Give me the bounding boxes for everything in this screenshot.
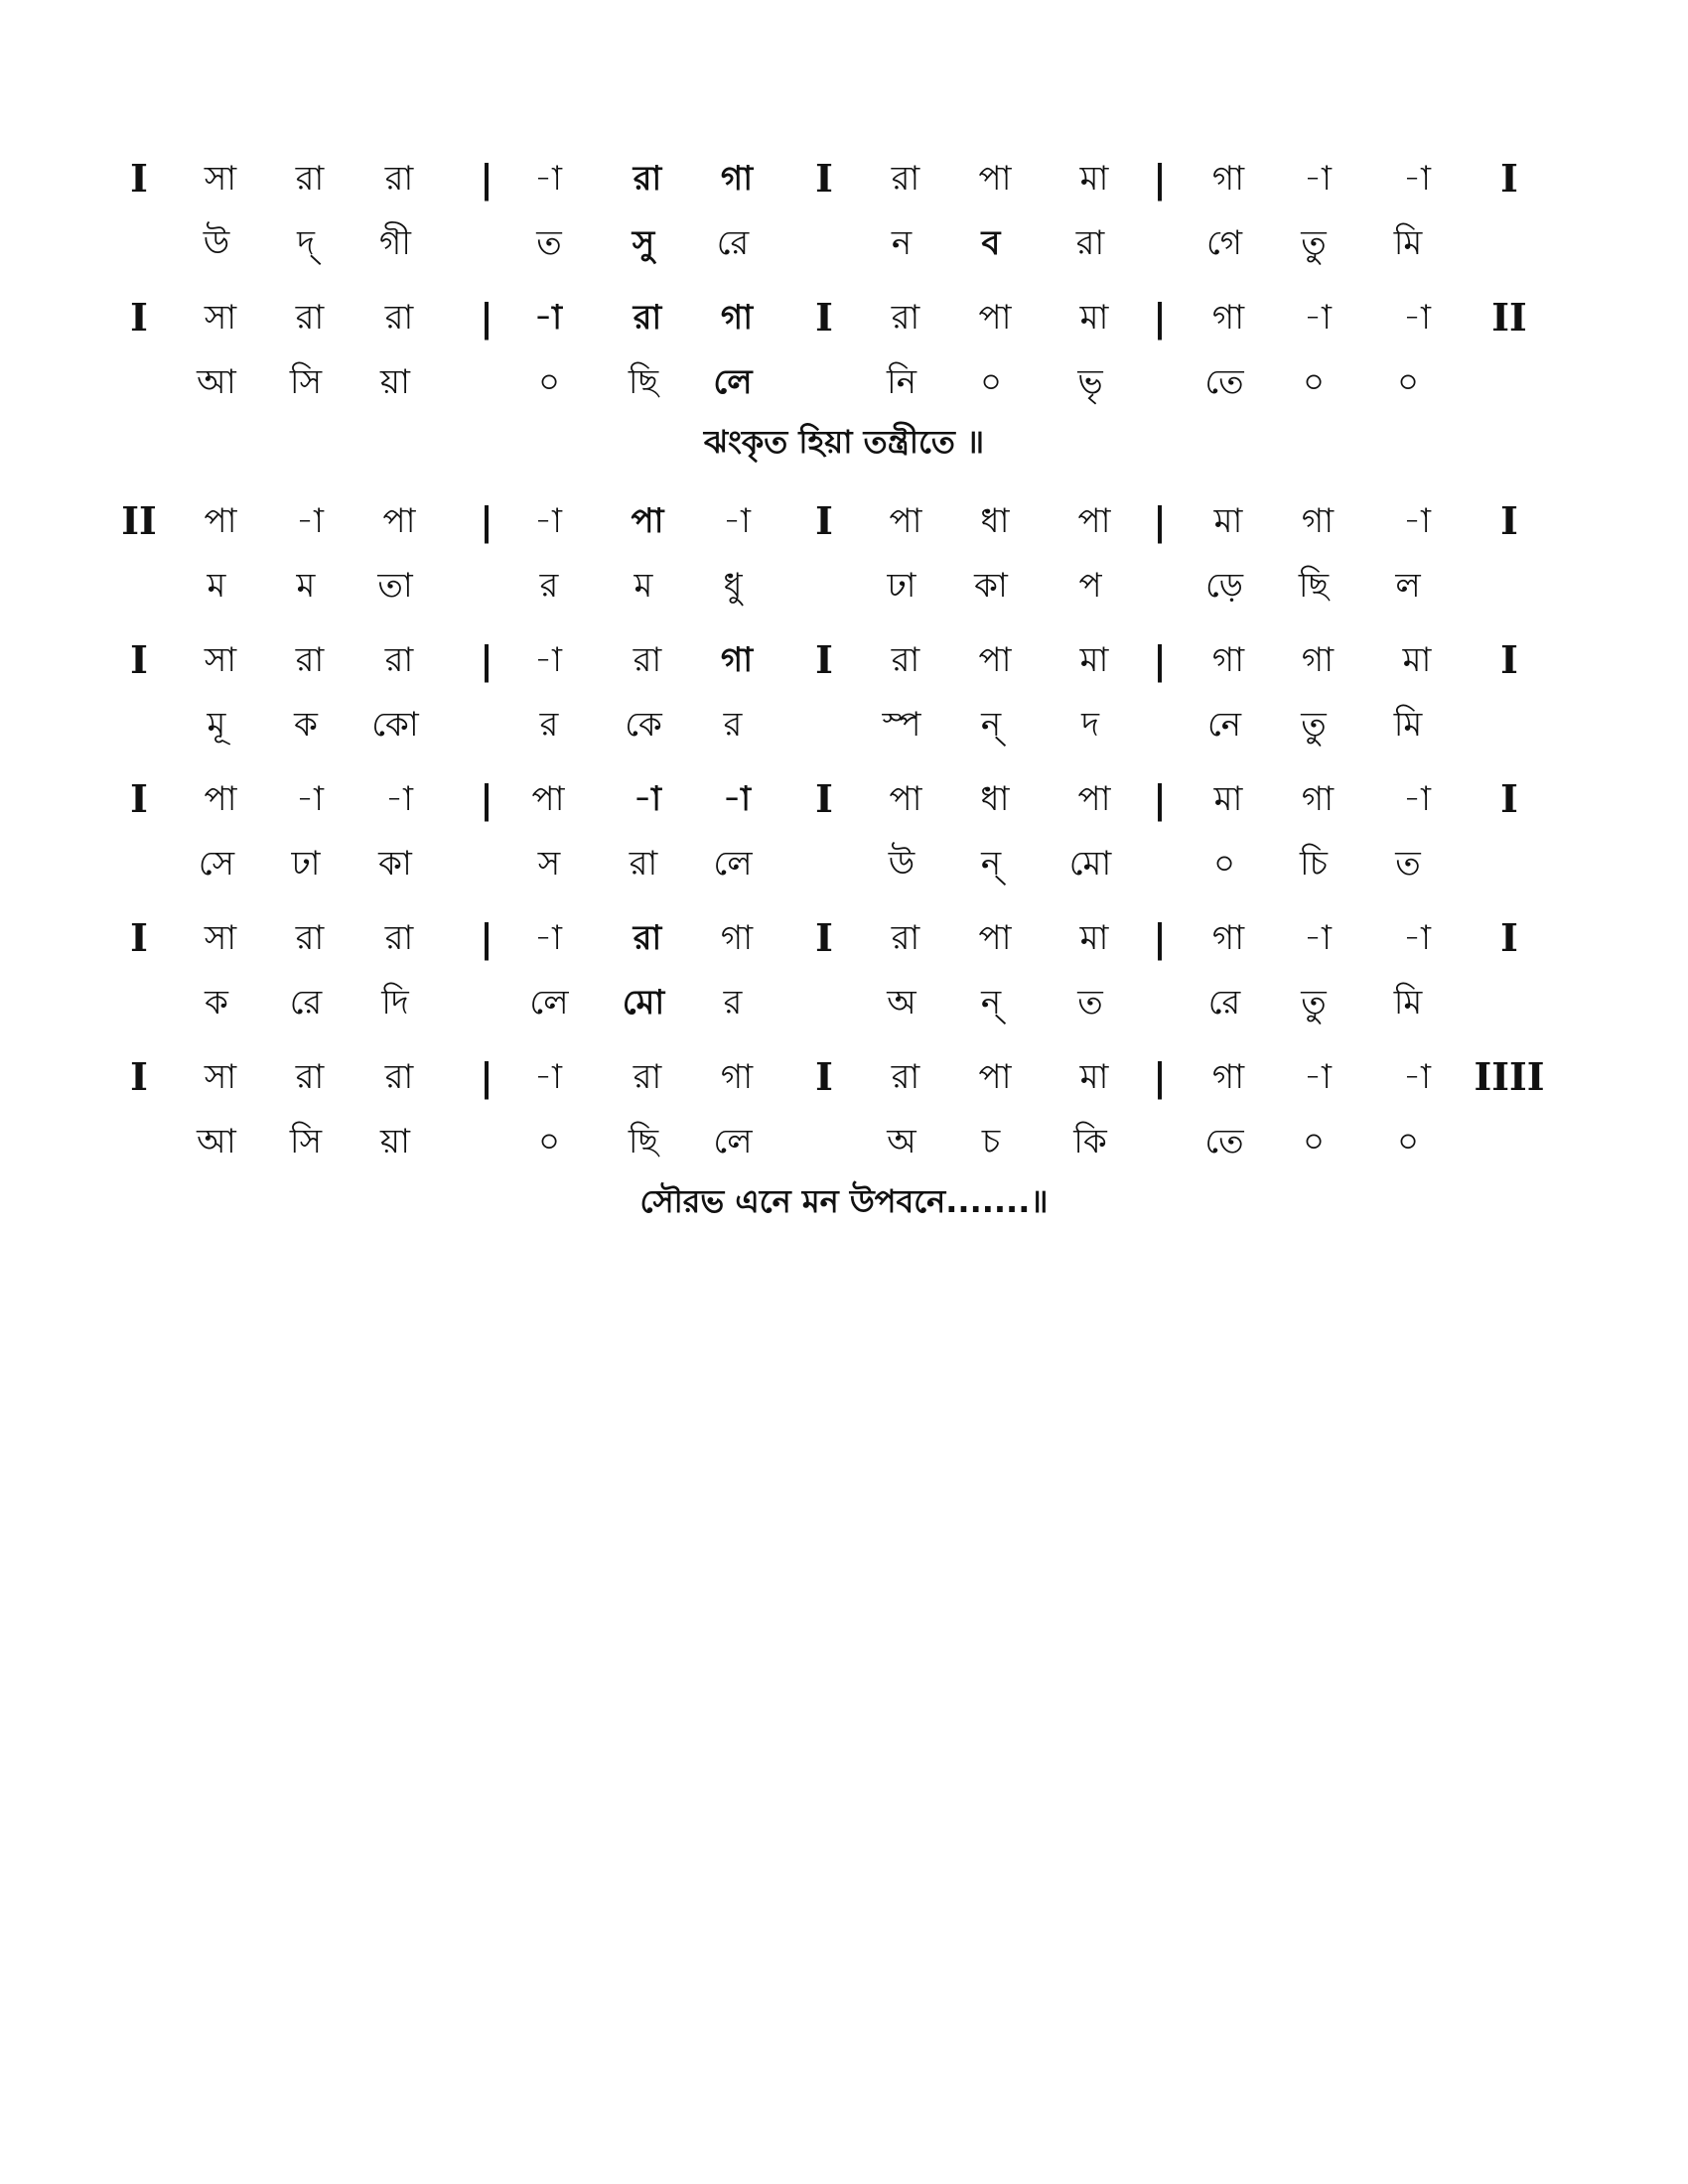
note: পা xyxy=(382,501,416,541)
lyric-syllable: ০ xyxy=(1396,362,1420,402)
note: পা xyxy=(204,501,237,541)
lyric-syllable: ম xyxy=(633,566,653,606)
note: গা xyxy=(1211,640,1245,680)
lyric-syllable: ঢা xyxy=(291,844,321,884)
note: গা xyxy=(1301,779,1335,819)
bar-line: I xyxy=(130,915,148,960)
lyric-syllable: রা xyxy=(629,844,658,884)
note: পা xyxy=(978,159,1012,199)
note: -া xyxy=(534,159,562,199)
lyric-syllable: লে xyxy=(529,983,569,1023)
note: মা xyxy=(1079,1057,1109,1097)
note: -া xyxy=(385,779,413,819)
lyric-syllable: ড়ে xyxy=(1204,566,1244,606)
lyric-syllable: ছি xyxy=(1298,566,1330,606)
note: গা xyxy=(720,640,754,680)
lyric-syllable: কি xyxy=(1073,1122,1107,1161)
note: রা xyxy=(384,159,414,199)
lyric-syllable: ক xyxy=(294,705,318,745)
note: গা xyxy=(720,1057,754,1097)
note: গা xyxy=(1211,918,1245,958)
note: রা xyxy=(295,1057,325,1097)
lyric-row xyxy=(0,695,1688,754)
note: -া xyxy=(1304,298,1332,338)
bar-line: | xyxy=(1153,776,1167,821)
bar-line: I xyxy=(1500,776,1518,821)
notation-row xyxy=(0,630,1688,690)
lyric-syllable: ০ xyxy=(537,1122,561,1161)
lyric-syllable: উ xyxy=(203,223,230,263)
lyric-syllable: গে xyxy=(1205,223,1243,263)
note: -া xyxy=(1403,298,1431,338)
note: পা xyxy=(1077,501,1111,541)
notation-row xyxy=(0,288,1688,347)
lyric-syllable: ভৃ xyxy=(1077,362,1103,402)
lyric-syllable: ধু xyxy=(723,566,743,606)
note: রা xyxy=(891,918,920,958)
note: -া xyxy=(534,640,562,680)
lyric-syllable: চ xyxy=(981,1122,1001,1161)
lyric-syllable: তে xyxy=(1204,1122,1244,1161)
note: -া xyxy=(534,918,562,958)
note: গা xyxy=(720,918,754,958)
note: গা xyxy=(1211,298,1245,338)
note: রা xyxy=(633,640,662,680)
note: -া xyxy=(296,501,324,541)
lyric-syllable: তু xyxy=(1301,223,1327,263)
bar-line: | xyxy=(1153,637,1167,682)
lyric-syllable: য়া xyxy=(380,1122,410,1161)
note: পা xyxy=(889,501,922,541)
note: -া xyxy=(1304,1057,1332,1097)
lyric-syllable: ছি xyxy=(628,1122,659,1161)
note: -া xyxy=(723,779,751,819)
lyric-syllable: তু xyxy=(1301,705,1327,745)
lyric-syllable: দ xyxy=(1081,705,1099,745)
note: -া xyxy=(296,779,324,819)
lyric-syllable: রা xyxy=(1075,223,1105,263)
note: -া xyxy=(1403,918,1431,958)
note: রা xyxy=(633,918,662,958)
bar-line: | xyxy=(1153,295,1167,340)
lyric-syllable: নি xyxy=(886,362,917,402)
note: রা xyxy=(295,298,325,338)
note: সা xyxy=(204,298,237,338)
note: ধা xyxy=(980,501,1010,541)
lyric-row xyxy=(0,973,1688,1032)
note: পা xyxy=(531,779,565,819)
lyric-syllable: রে xyxy=(289,983,323,1023)
lyric-syllable: ০ xyxy=(1212,844,1236,884)
note: মা xyxy=(1079,918,1109,958)
lyric-syllable: সু xyxy=(632,223,655,263)
lyric-syllable: অ xyxy=(887,1122,916,1161)
lyric-syllable: মো xyxy=(622,983,665,1023)
bar-line: I xyxy=(130,295,148,340)
bar-line: I xyxy=(1500,915,1518,960)
lyric-syllable: তা xyxy=(377,566,413,606)
note: রা xyxy=(384,640,414,680)
note: রা xyxy=(295,159,325,199)
bar-line: | xyxy=(1153,498,1167,543)
note: গা xyxy=(720,298,754,338)
note: রা xyxy=(633,159,662,199)
bar-line: I xyxy=(1500,156,1518,201)
lyric-syllable: ত xyxy=(1395,844,1421,884)
note: পা xyxy=(978,298,1012,338)
bar-line: | xyxy=(480,156,493,201)
bar-line: I xyxy=(815,776,833,821)
bar-line: I xyxy=(1500,637,1518,682)
note: রা xyxy=(633,298,662,338)
bar-line: I xyxy=(130,156,148,201)
lyric-row xyxy=(0,1112,1688,1171)
lyric-syllable: ম xyxy=(207,566,226,606)
bar-line: | xyxy=(480,637,493,682)
lyric-row xyxy=(0,834,1688,893)
note: -া xyxy=(1304,918,1332,958)
lyric-syllable: রে xyxy=(1207,983,1241,1023)
lyric-syllable: মি xyxy=(1393,705,1423,745)
lyric-syllable: তু xyxy=(1301,983,1327,1023)
bar-line: I xyxy=(815,915,833,960)
lyric-syllable: অ xyxy=(887,983,916,1023)
note: রা xyxy=(384,1057,414,1097)
note: মা xyxy=(1079,298,1109,338)
lyric-syllable: নে xyxy=(1206,705,1242,745)
note: মা xyxy=(1213,779,1243,819)
note: গা xyxy=(1211,159,1245,199)
bar-line: I xyxy=(815,295,833,340)
note: পা xyxy=(978,1057,1012,1097)
notation-row xyxy=(0,491,1688,551)
bar-line: | xyxy=(1153,1054,1167,1099)
lyric-syllable: ত xyxy=(1077,983,1103,1023)
lyric-syllable: মূ xyxy=(207,705,226,745)
bar-line: | xyxy=(1153,915,1167,960)
lyric-syllable: কো xyxy=(371,705,419,745)
note: মা xyxy=(1213,501,1243,541)
lyric-syllable: উ xyxy=(888,844,915,884)
note: গা xyxy=(1301,501,1335,541)
note: সা xyxy=(204,640,237,680)
lyric-syllable: র xyxy=(723,983,743,1023)
lyric-syllable: গী xyxy=(378,223,411,263)
bar-line: I xyxy=(130,637,148,682)
note: পা xyxy=(978,918,1012,958)
lyric-syllable: র xyxy=(723,705,743,745)
lyric-syllable: প xyxy=(1078,566,1102,606)
note: পা xyxy=(1077,779,1111,819)
lyric-syllable: ক xyxy=(205,983,228,1023)
notation-row xyxy=(0,1047,1688,1107)
note: -া xyxy=(534,298,562,338)
note: মা xyxy=(1402,640,1432,680)
lyric-syllable: রে xyxy=(716,223,750,263)
note: -া xyxy=(534,1057,562,1097)
bar-line: | xyxy=(480,1054,493,1099)
lyric-syllable: ন্ xyxy=(980,983,1002,1023)
notation-row xyxy=(0,769,1688,829)
lyric-syllable: ল xyxy=(1395,566,1421,606)
note: -া xyxy=(1403,779,1431,819)
lyric-syllable: ছি xyxy=(628,362,659,402)
lyric-syllable: ন্ xyxy=(980,705,1002,745)
lyric-syllable: ত xyxy=(536,223,562,263)
lyric-row xyxy=(0,352,1688,412)
lyric-syllable: ০ xyxy=(1302,1122,1326,1161)
note: সা xyxy=(204,918,237,958)
note: -া xyxy=(1304,159,1332,199)
note: -া xyxy=(1403,501,1431,541)
lyric-syllable: সি xyxy=(289,1122,323,1161)
lyric-syllable: র xyxy=(539,705,559,745)
lyric-syllable: ম xyxy=(296,566,316,606)
bar-line: I xyxy=(815,1054,833,1099)
lyric-syllable: ব xyxy=(981,223,1001,263)
note: পা xyxy=(631,501,664,541)
lyric-syllable: দি xyxy=(381,983,409,1023)
lyric-syllable: লে xyxy=(713,844,753,884)
note: -া xyxy=(1403,159,1431,199)
bar-line: | xyxy=(480,498,493,543)
bar-line: I xyxy=(1500,498,1518,543)
bar-line: | xyxy=(1153,156,1167,201)
lyric-syllable: সে xyxy=(198,844,235,884)
bar-line: II xyxy=(121,498,157,543)
lyric-syllable: ০ xyxy=(537,362,561,402)
note: -া xyxy=(1403,1057,1431,1097)
note: রা xyxy=(891,159,920,199)
bar-line: I xyxy=(815,156,833,201)
lyric-caption: সৌরভ এনে মন উপবনে.......॥ xyxy=(639,1182,1049,1220)
lyric-syllable: কে xyxy=(625,705,662,745)
lyric-syllable: লে xyxy=(713,1122,753,1161)
lyric-syllable: তে xyxy=(1204,362,1244,402)
lyric-syllable: ০ xyxy=(1396,1122,1420,1161)
lyric-syllable: স xyxy=(537,844,561,884)
lyric-row xyxy=(0,213,1688,273)
note: গা xyxy=(1211,1057,1245,1097)
note: পা xyxy=(978,640,1012,680)
bar-line: | xyxy=(480,295,493,340)
lyric-syllable: কা xyxy=(974,566,1008,606)
notation-row xyxy=(0,149,1688,208)
note: রা xyxy=(295,640,325,680)
note: -া xyxy=(723,501,751,541)
note: রা xyxy=(891,1057,920,1097)
lyric-syllable: আ xyxy=(197,362,236,402)
note: রা xyxy=(384,918,414,958)
note: রা xyxy=(633,1057,662,1097)
lyric-syllable: স্প xyxy=(882,705,921,745)
note: রা xyxy=(384,298,414,338)
note: পা xyxy=(889,779,922,819)
note: পা xyxy=(204,779,237,819)
note: গা xyxy=(720,159,754,199)
lyric-syllable: দ্ xyxy=(297,223,315,263)
lyric-syllable: ০ xyxy=(979,362,1003,402)
note: মা xyxy=(1079,640,1109,680)
lyric-syllable: মি xyxy=(1393,223,1423,263)
note: ধা xyxy=(980,779,1010,819)
bar-line: I xyxy=(130,776,148,821)
note: মা xyxy=(1079,159,1109,199)
note: গা xyxy=(1301,640,1335,680)
note: সা xyxy=(204,1057,237,1097)
bar-line: | xyxy=(480,915,493,960)
lyric-syllable: য়া xyxy=(380,362,410,402)
lyric-syllable: আ xyxy=(197,1122,236,1161)
bar-line: I xyxy=(815,498,833,543)
lyric-syllable: ন xyxy=(891,223,913,263)
lyric-row xyxy=(0,556,1688,615)
lyric-syllable: লে xyxy=(713,362,753,402)
note: রা xyxy=(891,298,920,338)
bar-line: II xyxy=(1491,295,1527,340)
lyric-syllable: কা xyxy=(378,844,412,884)
lyric-syllable: ন্ xyxy=(980,844,1002,884)
lyric-caption: ঝংকৃত হিয়া তন্ত্রীতে ॥ xyxy=(703,423,985,461)
lyric-syllable: র xyxy=(539,566,559,606)
lyric-syllable: ০ xyxy=(1302,362,1326,402)
lyric-syllable: সি xyxy=(289,362,323,402)
note: সা xyxy=(204,159,237,199)
lyric-syllable: মি xyxy=(1393,983,1423,1023)
lyric-syllable: মো xyxy=(1068,844,1112,884)
note: -া xyxy=(534,501,562,541)
notation-row xyxy=(0,908,1688,968)
note: রা xyxy=(891,640,920,680)
bar-line: IIII xyxy=(1474,1054,1545,1099)
bar-line: I xyxy=(130,1054,148,1099)
note: -া xyxy=(633,779,661,819)
bar-line: I xyxy=(815,637,833,682)
lyric-syllable: ঢা xyxy=(887,566,916,606)
bar-line: | xyxy=(480,776,493,821)
note: রা xyxy=(295,918,325,958)
lyric-syllable: চি xyxy=(1299,844,1329,884)
